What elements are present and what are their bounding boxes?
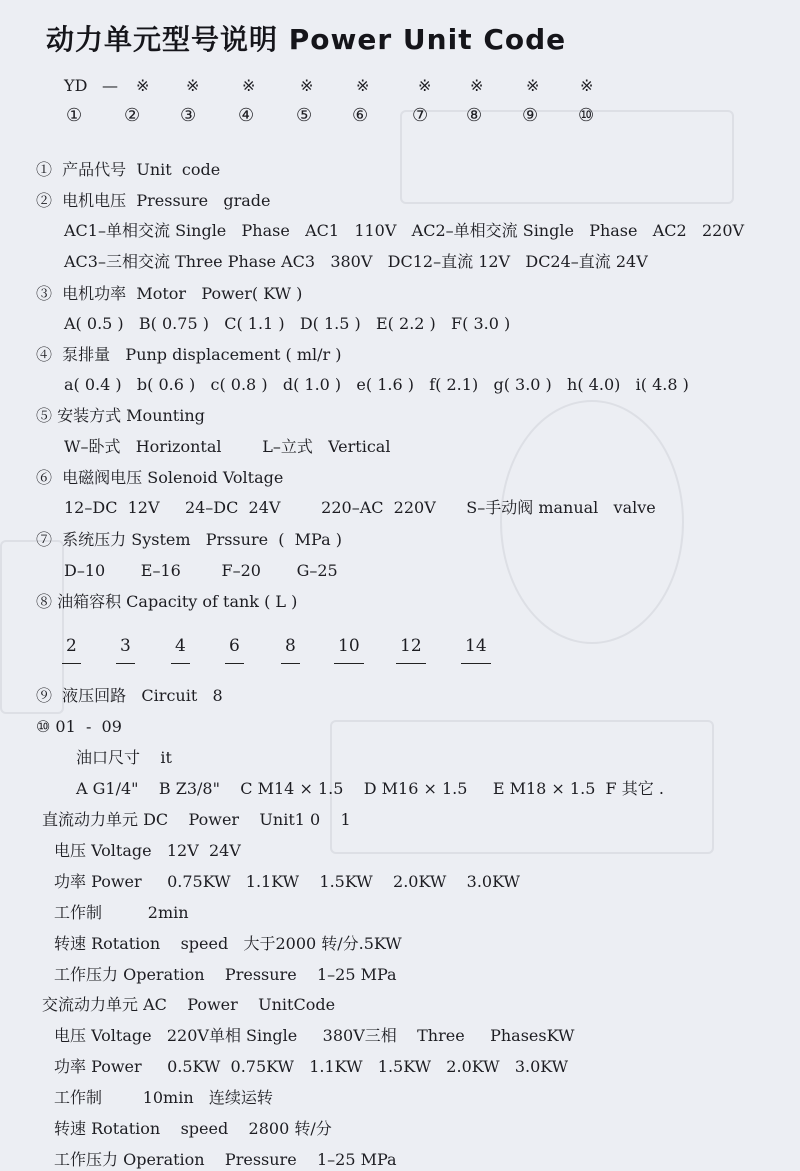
ac-spec-line: 电压 Voltage 220V单相 Single 380V三相 Three PhasesKW — [54, 1026, 575, 1045]
code-prefix: YD — [64, 76, 88, 95]
dc-spec-line: 工作制 2min — [54, 903, 189, 922]
code-slot: ※ — [580, 76, 594, 95]
spec-heading-unit-code: ① 产品代号 Unit code — [36, 160, 221, 179]
ac-spec-line: 转速 Rotation speed 2800 转/分 — [54, 1119, 332, 1138]
spec-option-line: AC3–三相交流 Three Phase AC3 380V DC12–直流 12V DC24–直流 24V — [64, 252, 648, 271]
tank-size-value: 3 — [120, 636, 131, 656]
index-number: ③ — [180, 105, 197, 126]
spec-heading-port: ⑩ 01 - 09 — [36, 717, 122, 736]
ac-spec-line: 功率 Power 0.5KW 0.75KW 1.1KW 1.5KW 2.0KW 3.0KW — [54, 1057, 569, 1076]
tank-size-value: 8 — [285, 636, 296, 656]
tank-size-value: 10 — [338, 636, 360, 656]
index-number: ⑦ — [412, 105, 429, 126]
spec-option-line: AC1–单相交流 Single Phase AC1 110V AC2–单相交流 Single Phase AC2 220V — [64, 221, 745, 240]
code-slot: ※ — [526, 76, 540, 95]
index-number: ① — [66, 105, 83, 126]
index-number: ④ — [238, 105, 255, 126]
code-slot: ※ — [136, 76, 150, 95]
dc-spec-line: 转速 Rotation speed 大于2000 转/分.5KW — [54, 934, 402, 953]
spec-option-line: a( 0.4 ) b( 0.6 ) c( 0.8 ) d( 1.0 ) e( 1.6 ) f( 2.1) g( 3.0 ) h( 4.0) i( 4.8 ) — [64, 375, 689, 394]
code-slot: ※ — [186, 76, 200, 95]
page-title: 动力单元型号说明 Power Unit Code — [46, 23, 567, 56]
spec-option-line: 12–DC 12V 24–DC 24V 220–AC 220V S–手动阀 manual valve — [64, 498, 656, 517]
spec-heading-mounting: ⑤ 安装方式 Mounting — [36, 406, 205, 425]
spec-option-line: A G1/4" B Z3/8" C M14 × 1.5 D M16 × 1.5 E M18 × 1.5 F 其它 . — [76, 779, 664, 798]
background-ghost-panel — [400, 110, 734, 204]
tank-size-value: 12 — [400, 636, 422, 656]
dc-spec-line: 工作压力 Operation Pressure 1–25 MPa — [54, 965, 397, 984]
index-number: ⑩ — [578, 105, 595, 126]
dc-section-title: 直流动力单元 DC Power Unit1 0 1 — [42, 810, 351, 829]
index-number: ⑤ — [296, 105, 313, 126]
tank-size-value: 14 — [465, 636, 487, 656]
spec-option-line: 油口尺寸 it — [76, 748, 172, 767]
tank-size-value: 6 — [229, 636, 240, 656]
tank-size-value: 4 — [175, 636, 186, 656]
index-number: ⑥ — [352, 105, 369, 126]
spec-heading-voltage: ② 电机电压 Pressure grade — [36, 191, 271, 210]
code-slot: ※ — [300, 76, 314, 95]
index-number: ② — [124, 105, 141, 126]
spec-heading-circuit: ⑨ 液压回路 Circuit 8 — [36, 686, 223, 705]
spec-heading-tank: ⑧ 油箱容积 Capacity of tank ( L ) — [36, 592, 298, 611]
tank-size-value: 2 — [66, 636, 77, 656]
ac-spec-line: 工作制 10min 连续运转 — [54, 1088, 273, 1107]
ac-section-title: 交流动力单元 AC Power UnitCode — [42, 995, 336, 1014]
code-slot: ※ — [356, 76, 370, 95]
dc-spec-line: 电压 Voltage 12V 24V — [54, 841, 241, 860]
spec-heading-solenoid: ⑥ 电磁阀电压 Solenoid Voltage — [36, 468, 284, 487]
code-slot: ※ — [418, 76, 432, 95]
spec-heading-pump: ④ 泵排量 Punp displacement ( ml/r ) — [36, 345, 342, 364]
index-number: ⑧ — [466, 105, 483, 126]
spec-option-line: D–10 E–16 F–20 G–25 — [64, 561, 338, 580]
code-slot: ※ — [242, 76, 256, 95]
spec-option-line: W–卧式 Horizontal L–立式 Vertical — [64, 437, 391, 456]
code-slot: ※ — [470, 76, 484, 95]
ac-spec-line: 工作压力 Operation Pressure 1–25 MPa — [54, 1150, 397, 1169]
dc-spec-line: 功率 Power 0.75KW 1.1KW 1.5KW 2.0KW 3.0KW — [54, 872, 520, 891]
spec-heading-motor-power: ③ 电机功率 Motor Power( KW ) — [36, 284, 303, 303]
index-number: ⑨ — [522, 105, 539, 126]
spec-heading-pressure: ⑦ 系统压力 System Prssure ( MPa ) — [36, 530, 342, 549]
spec-option-line: A( 0.5 ) B( 0.75 ) C( 1.1 ) D( 1.5 ) E( 2.2 ) F( 3.0 ) — [64, 314, 511, 333]
code-dash: — — [102, 76, 118, 95]
background-ghost-panel — [500, 400, 684, 644]
